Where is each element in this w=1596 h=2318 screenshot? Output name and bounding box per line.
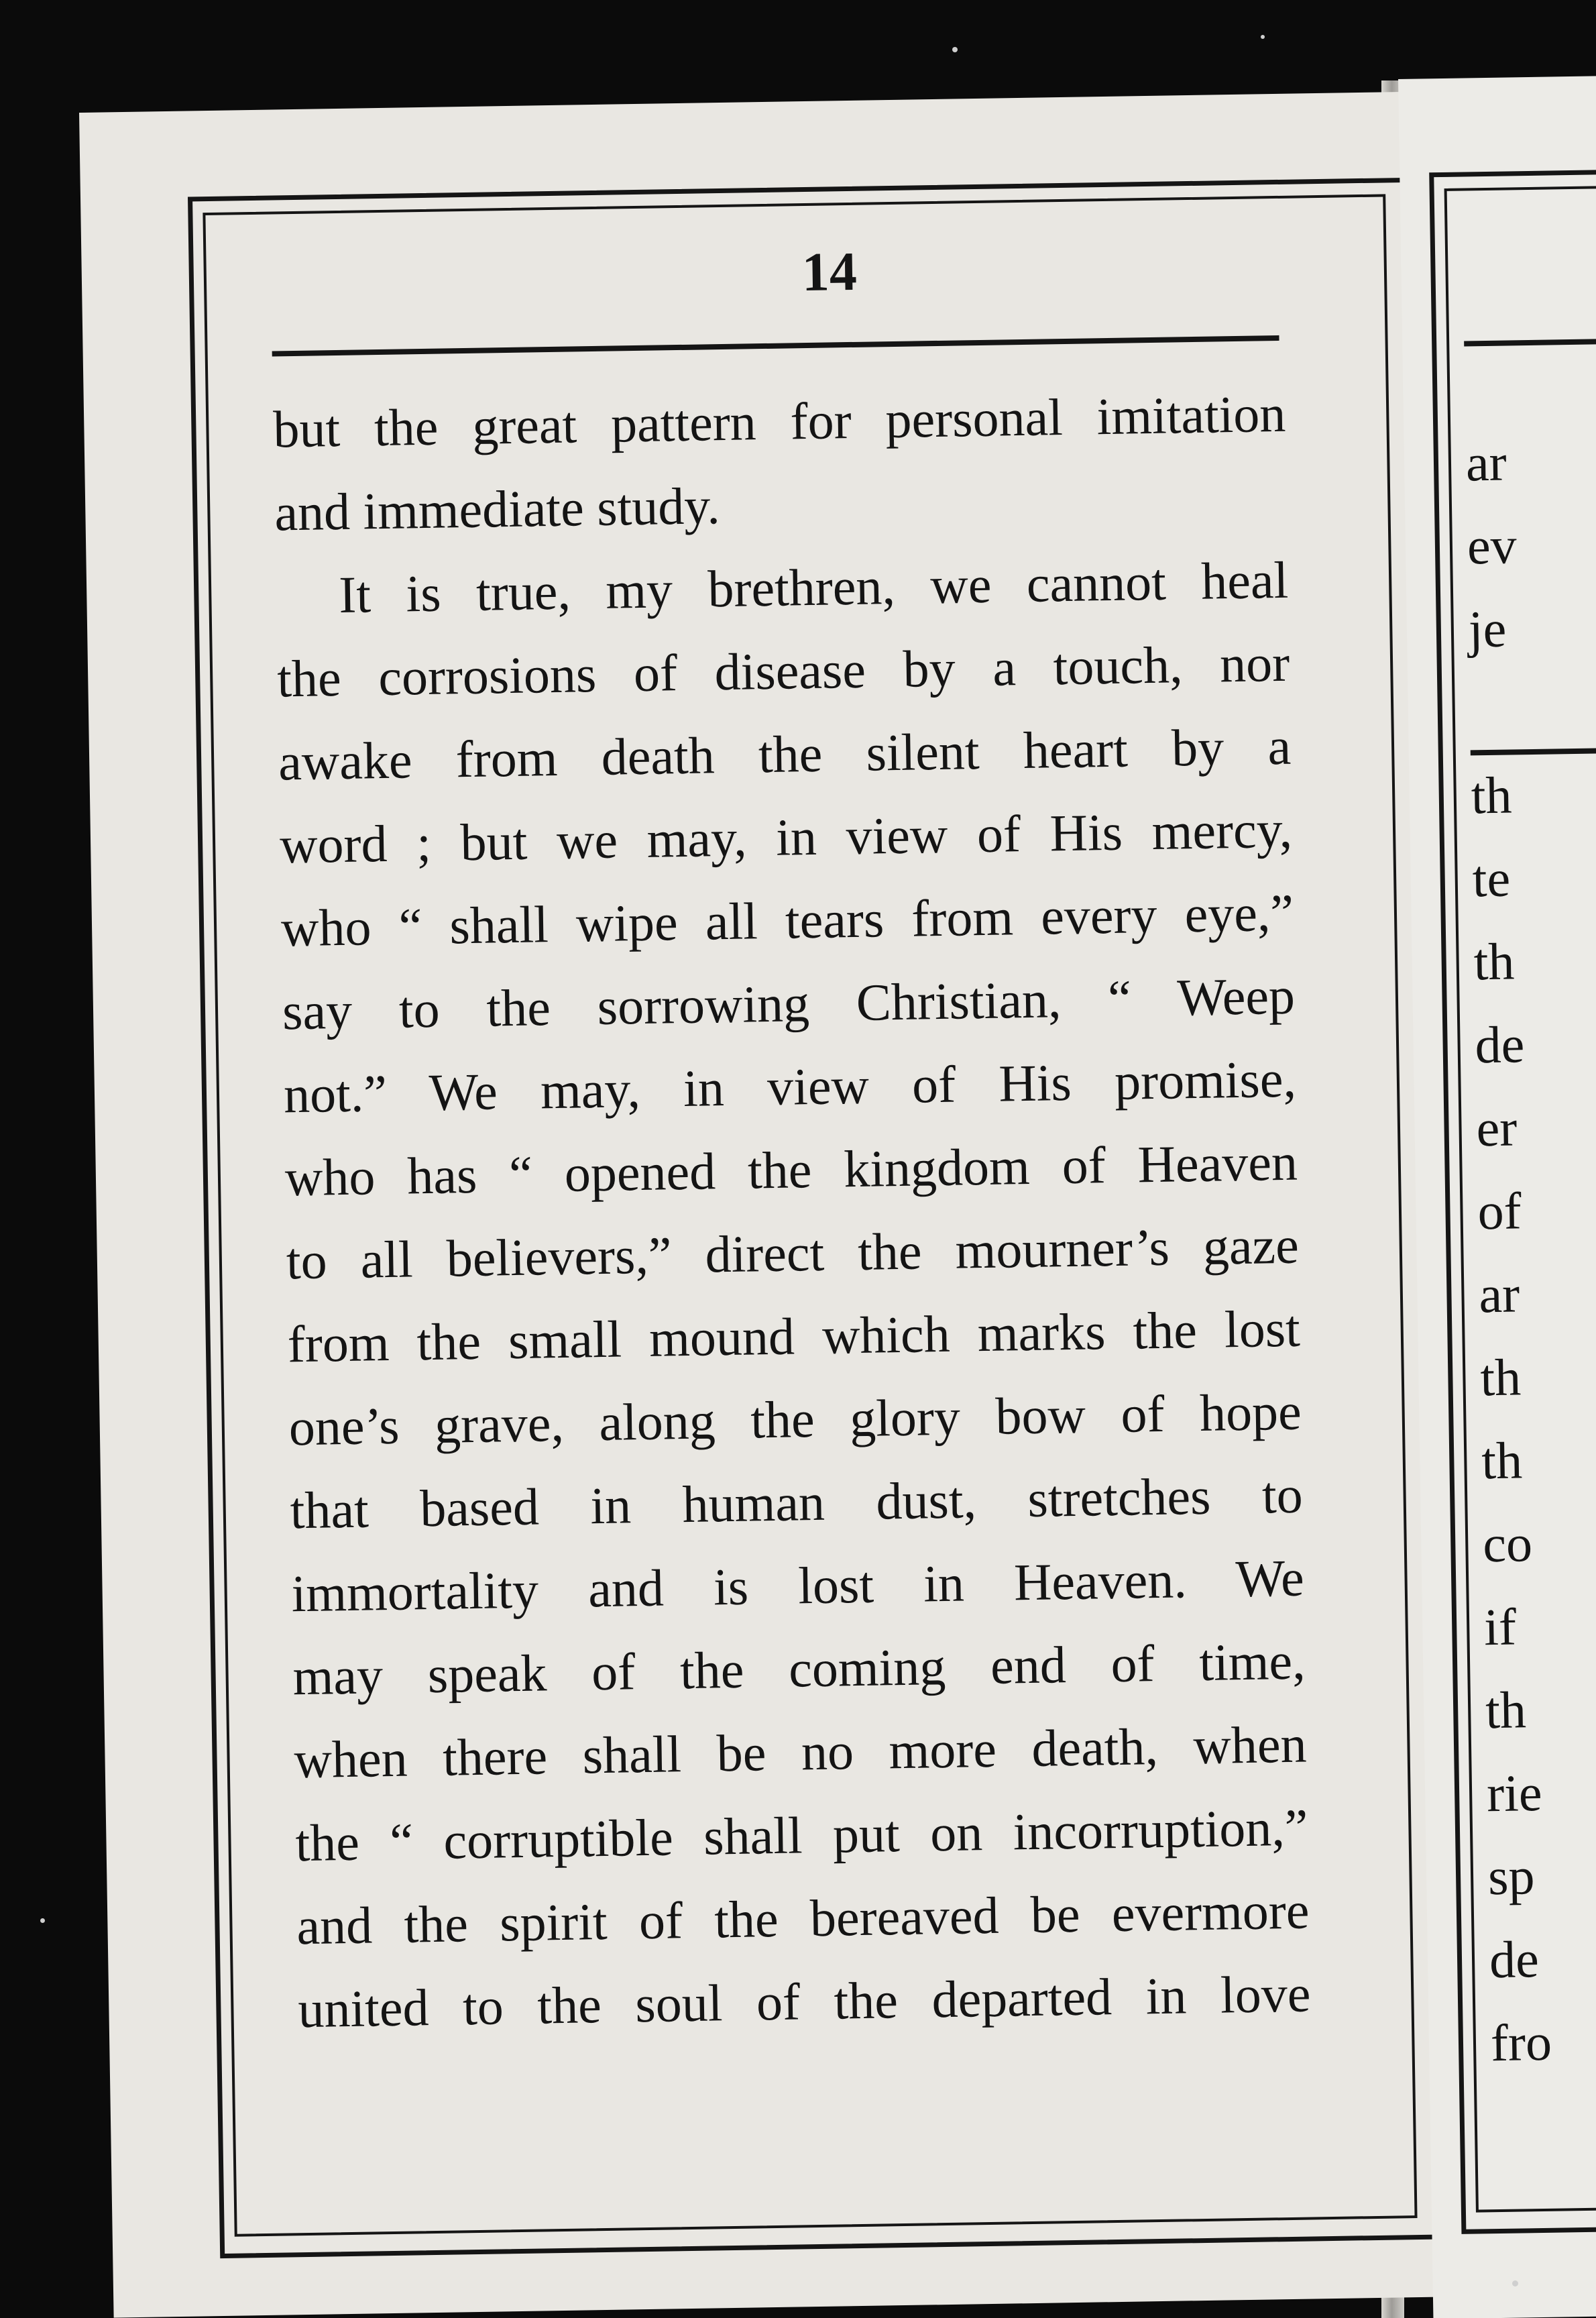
right-page: [1398, 76, 1596, 2318]
text-line: from the small mound which marks the lost: [287, 1299, 1301, 1374]
right-text-fragment: de: [1489, 1930, 1540, 1989]
scan-speck: [952, 47, 958, 52]
text-line: awake from death the silent heart by a: [278, 716, 1292, 791]
right-text-fragment: je: [1468, 599, 1507, 659]
right-fragment-spacer: [1469, 670, 1532, 754]
right-text-fragment: th: [1473, 932, 1516, 991]
right-text-fragment: th: [1479, 1347, 1522, 1407]
right-text-fragment: rie: [1486, 1763, 1543, 1823]
scan-speck: [40, 1918, 45, 1923]
scan-speck: [1261, 35, 1265, 39]
text-line: not.” We may, in view of His promise,: [283, 1049, 1297, 1124]
right-text-fragment: te: [1472, 848, 1511, 908]
right-text-fragment: th: [1481, 1431, 1523, 1490]
right-text-fragment: er: [1475, 1098, 1518, 1158]
right-text-fragment: if: [1483, 1597, 1517, 1657]
text-line: may speak of the coming end of time,: [292, 1631, 1306, 1706]
text-line: when there shall be no more death, when: [293, 1714, 1308, 1789]
right-text-fragment: fro: [1490, 2012, 1552, 2073]
text-line: and immediate study.: [274, 476, 721, 542]
text-line: immortality and is lost in Heaven. We: [291, 1548, 1305, 1623]
right-text-fragment: th: [1471, 765, 1513, 825]
right-text-fragment: de: [1474, 1015, 1525, 1074]
right-text-fragment: sp: [1487, 1846, 1536, 1906]
text-line: who has “ opened the kingdom of Heaven: [284, 1132, 1298, 1207]
text-line: one’s grave, along the glory bow of hope: [288, 1382, 1302, 1457]
text-line: to all believers,” direct the mourner’s gaze: [286, 1215, 1300, 1290]
text-line: who “ shall wipe all tears from every eye,”: [280, 883, 1294, 958]
page-number: 14: [801, 240, 858, 303]
text-line: It is true, my brethren, we cannot heal: [338, 550, 1289, 624]
text-line: word ; but we may, in view of His mercy,: [279, 799, 1293, 875]
right-text-fragment: of: [1477, 1181, 1522, 1241]
text-line: the corrosions of disease by a touch, nor: [276, 633, 1290, 708]
text-line: the “ corruptible shall put on incorruption,”: [294, 1798, 1309, 1873]
right-text-fragment: ar: [1465, 433, 1507, 492]
right-text-fragment: ev: [1467, 516, 1518, 575]
text-line: that based in human dust, stretches to: [290, 1465, 1304, 1540]
text-line: say to the sorrowing Christian, “ Weep: [282, 966, 1296, 1041]
right-text-fragment: ar: [1478, 1264, 1520, 1324]
right-text-fragment: co: [1482, 1514, 1533, 1574]
body-text: [272, 372, 1311, 2051]
text-line: united to the soul of the departed in love: [297, 1964, 1311, 2039]
text-line: but the great pattern for personal imitation: [272, 384, 1286, 459]
text-line: and the spirit of the bereaved be evermore: [296, 1881, 1310, 1956]
right-text-fragment: th: [1485, 1680, 1527, 1740]
left-page: [79, 92, 1448, 2318]
scan-speck: [1512, 2280, 1518, 2286]
